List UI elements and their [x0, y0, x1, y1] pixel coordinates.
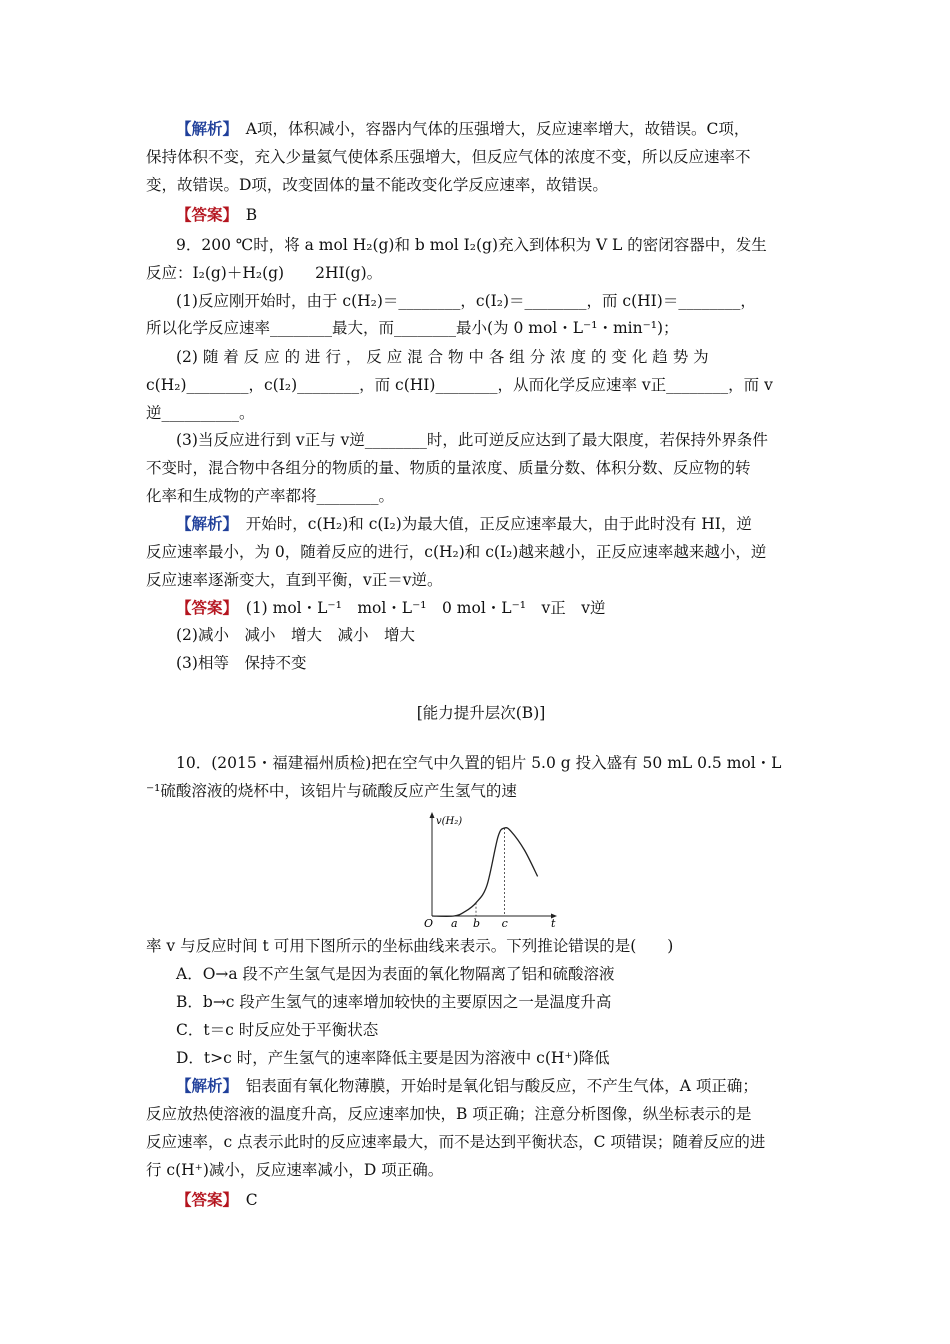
q10-stem-line-1: 10．(2015・福建福州质检)把在空气中久置的铝片 5.0 g 投入盛有 50 mL 0.5 mol・L [176, 754, 782, 772]
q9-part3-line-3: 化率和生成物的产率都将________。 [146, 487, 395, 505]
q8-answer: 【答案】 B [176, 205, 258, 224]
q9-answer-line-3: (3)相等 保持不变 [176, 654, 307, 672]
q9-part2-line-2: c(H₂)________，c(I₂)________，而 c(HI)________，从而化学反应速率 v正________，而 v [146, 376, 773, 394]
section-title: [能力提升层次(B)] [416, 704, 546, 722]
q9-analysis-line-3: 反应速率逐渐变大，直到平衡，v正＝v逆。 [146, 571, 443, 589]
q10-option-c: C．t＝c 时反应处于平衡状态 [176, 1021, 379, 1039]
q10-analysis-line-4: 行 c(H⁺)减小，反应速率减小，D 项正确。 [146, 1161, 444, 1179]
analysis-tag: 【解析】 [176, 514, 231, 533]
y-axis-arrow [430, 812, 435, 818]
q10-stem-line-3: 率 v 与反应时间 t 可用下图所示的坐标曲线来表示。下列推论错误的是( ) [146, 937, 674, 955]
q10-analysis-line-1: 【解析】 铝表面有氧化物薄膜，开始时是氧化铝与酸反应，不产生气体，A 项正确； [176, 1076, 758, 1095]
q9-answer-line-2: (2)减小 减小 增大 减小 增大 [176, 626, 415, 644]
q9-analysis-line-1: 【解析】 开始时，c(H₂)和 c(I₂)为最大值，正反应速率最大，由于此时没有 HI，逆 [176, 514, 752, 533]
answer-tag: 【答案】 [176, 205, 231, 224]
x-tick-label-b: b [473, 917, 481, 930]
origin-label: O [424, 917, 434, 930]
q8-analysis-line-3: 变，故错误。D项，改变固体的量不能改变化学反应速率，故错误。 [146, 176, 608, 194]
answer-tag: 【答案】 [176, 598, 231, 617]
analysis-tag: 【解析】 [176, 119, 231, 138]
q10-option-a: A．O→a 段不产生氢气是因为表面的氧化物隔离了铝和硫酸溶液 [176, 965, 615, 983]
q9-analysis-line-2: 反应速率最小，为 0，随着反应的进行，c(H₂)和 c(I₂)越来越小，正反应速率越来越小，逆 [146, 543, 767, 561]
x-axis-label: t [551, 917, 556, 930]
q9-part2-line-1: (2) 随 着 反 应 的 进 行 ， 反 应 混 合 物 中 各 组 分 浓 度 的 变 化 趋 势 为 [176, 348, 709, 366]
q10-option-b: B．b→c 段产生氢气的速率增加较快的主要原因之一是温度升高 [176, 993, 612, 1011]
q9-answer-line-1: 【答案】 (1) mol・L⁻¹ mol・L⁻¹ 0 mol・L⁻¹ v正 v逆 [176, 598, 606, 617]
rate-time-chart [420, 810, 565, 930]
q8-analysis-line-1: 【解析】 A项，体积减小，容器内气体的压强增大，反应速率增大，故错误。C项， [176, 119, 750, 138]
q10-analysis-line-2: 反应放热使溶液的温度升高，反应速率加快，B 项正确；注意分析图像，纵坐标表示的是 [146, 1105, 752, 1123]
q10-option-d: D．t>c 时，产生氢气的速率降低主要是因为溶液中 c(H⁺)降低 [176, 1049, 610, 1067]
q8-analysis-line-2: 保持体积不变，充入少量氦气使体系压强增大，但反应气体的浓度不变，所以反应速率不 [146, 148, 751, 166]
q10-stem-line-2: ⁻¹硫酸溶液的烧杯中，该铝片与硫酸反应产生氢气的速 [146, 782, 517, 800]
q9-stem-line-1: 9．200 ℃时，将 a mol H₂(g)和 b mol I₂(g)充入到体积为 V L 的密闭容器中，发生 [176, 236, 767, 254]
q9-stem-line-2: 反应：I₂(g)＋H₂(g) 2HI(g)。 [146, 264, 383, 282]
x-tick-label-a: a [451, 917, 458, 930]
q10-analysis-line-3: 反应速率，c 点表示此时的反应速率最大，而不是达到平衡状态，C 项错误；随着反应的进 [146, 1133, 766, 1151]
q10-answer: 【答案】 C [176, 1190, 258, 1209]
q9-part3-line-1: (3)当反应进行到 v正与 v逆________时，此可逆反应达到了最大限度，若保持外界条件 [176, 431, 768, 449]
y-axis-label: v(H₂) [436, 816, 463, 827]
analysis-tag: 【解析】 [176, 1076, 231, 1095]
q9-part3-line-2: 不变时，混合物中各组分的物质的量、物质的量浓度、质量分数、体积分数、反应物的转 [146, 459, 751, 477]
q9-part2-line-3: 逆__________。 [146, 404, 255, 422]
q9-part1-line-2: 所以化学反应速率________最大，而________最小(为 0 mol・L⁻¹・min⁻¹)； [146, 319, 679, 337]
x-tick-label-c: c [501, 917, 508, 930]
series-line [432, 828, 538, 917]
q9-part1-line-1: (1)反应刚开始时，由于 c(H₂)＝________，c(I₂)＝________，而 c(HI)＝________， [176, 292, 756, 310]
answer-tag: 【答案】 [176, 1190, 231, 1209]
